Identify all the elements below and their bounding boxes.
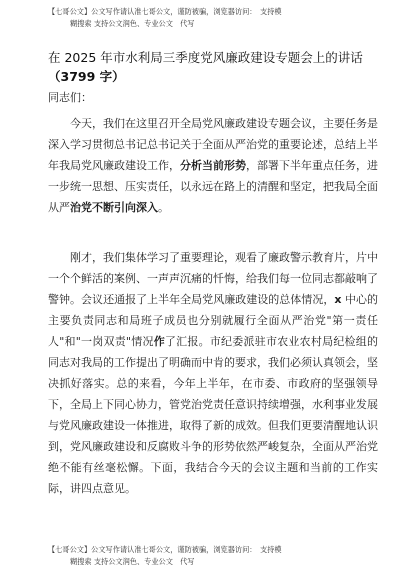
header-note-line1: 【七哥公文】公文写作请认准七哥公文，谨防被骗，浏览器访问： 支持模 xyxy=(48,7,282,16)
header-watermark-note xyxy=(48,6,378,30)
title-word-count: （3799 字） xyxy=(48,69,125,84)
p1-text-c: ，部署下半年重点任务，进一步统一思想、压实责任，以永远在路上的清醒和坚定，把我局全面从严 xyxy=(48,159,378,214)
p2-text-c: 中心的主要负责同志和局班子成员也分别就履行全面从严治党"第一责任人"和"一岗双责"情况 xyxy=(48,293,379,348)
p1-highlight-1: 分析当前形势 xyxy=(180,159,246,172)
paragraph-1 xyxy=(48,113,378,218)
p1-text-e: 。 xyxy=(158,201,169,214)
p1-highlight-2: 治党不断引向深入 xyxy=(70,201,158,214)
p1-text-a: 今天，我们在这里召开全局党风廉政建设专题会议，主要任务是深入学习贯彻总书记总书记关于全面从严治党的重要论述，总结上半年我局党风廉政建设工作， xyxy=(48,117,378,172)
paragraph-2 xyxy=(48,247,378,499)
footer-note-line1: 【七哥公文】公文写作请认准七哥公文，谨防被骗，浏览器访问： 支持模 xyxy=(48,545,282,554)
p2-highlight-1: x xyxy=(334,293,342,306)
title-text: 在 2025 年市水利局三季度党风廉政建设专题会上的讲话 xyxy=(48,50,363,65)
document-title xyxy=(48,48,378,86)
p2-text-a: 刚才，我们集体学习了重要理论，观看了廉政警示教育片，片中一个个鲜活的案例、一声声沉痛的忏悔，给我们每一位同志都敲响了警钟。会议还通报了上半年全局党风廉政建设的总体情况， xyxy=(48,251,378,306)
header-note-line2: 糊搜索 支持公文润色、专业公文 代写 xyxy=(70,19,195,28)
salutation: 同志们： xyxy=(48,91,92,104)
footer-watermark-note xyxy=(48,544,378,568)
p2-highlight-2: 作 xyxy=(153,335,165,348)
footer-note-line2: 糊搜索 支持公文润色、专业公文 代写 xyxy=(70,557,195,566)
p2-text-e: 了汇报。市纪委派驻市农业农村局纪检组的同志对我局的工作提出了明确而中肯的要求，我们必须认真领会，坚决抓好落实。总的来看，今年上半年，在市委、市政府的坚强领导下，全局上下同心协力，管党治党责任意识持续增强，水利事业发展与党风廉政建设一体推进，取得了新的成效。但我们更要清醒地认识到，党风廉政建设和反腐败斗争的形势依然严峻复杂，全面从严治党绝不能有丝毫松懈。下面，我结合今天的会议主题和当前的工作实际，讲四点意见。 xyxy=(48,335,379,495)
